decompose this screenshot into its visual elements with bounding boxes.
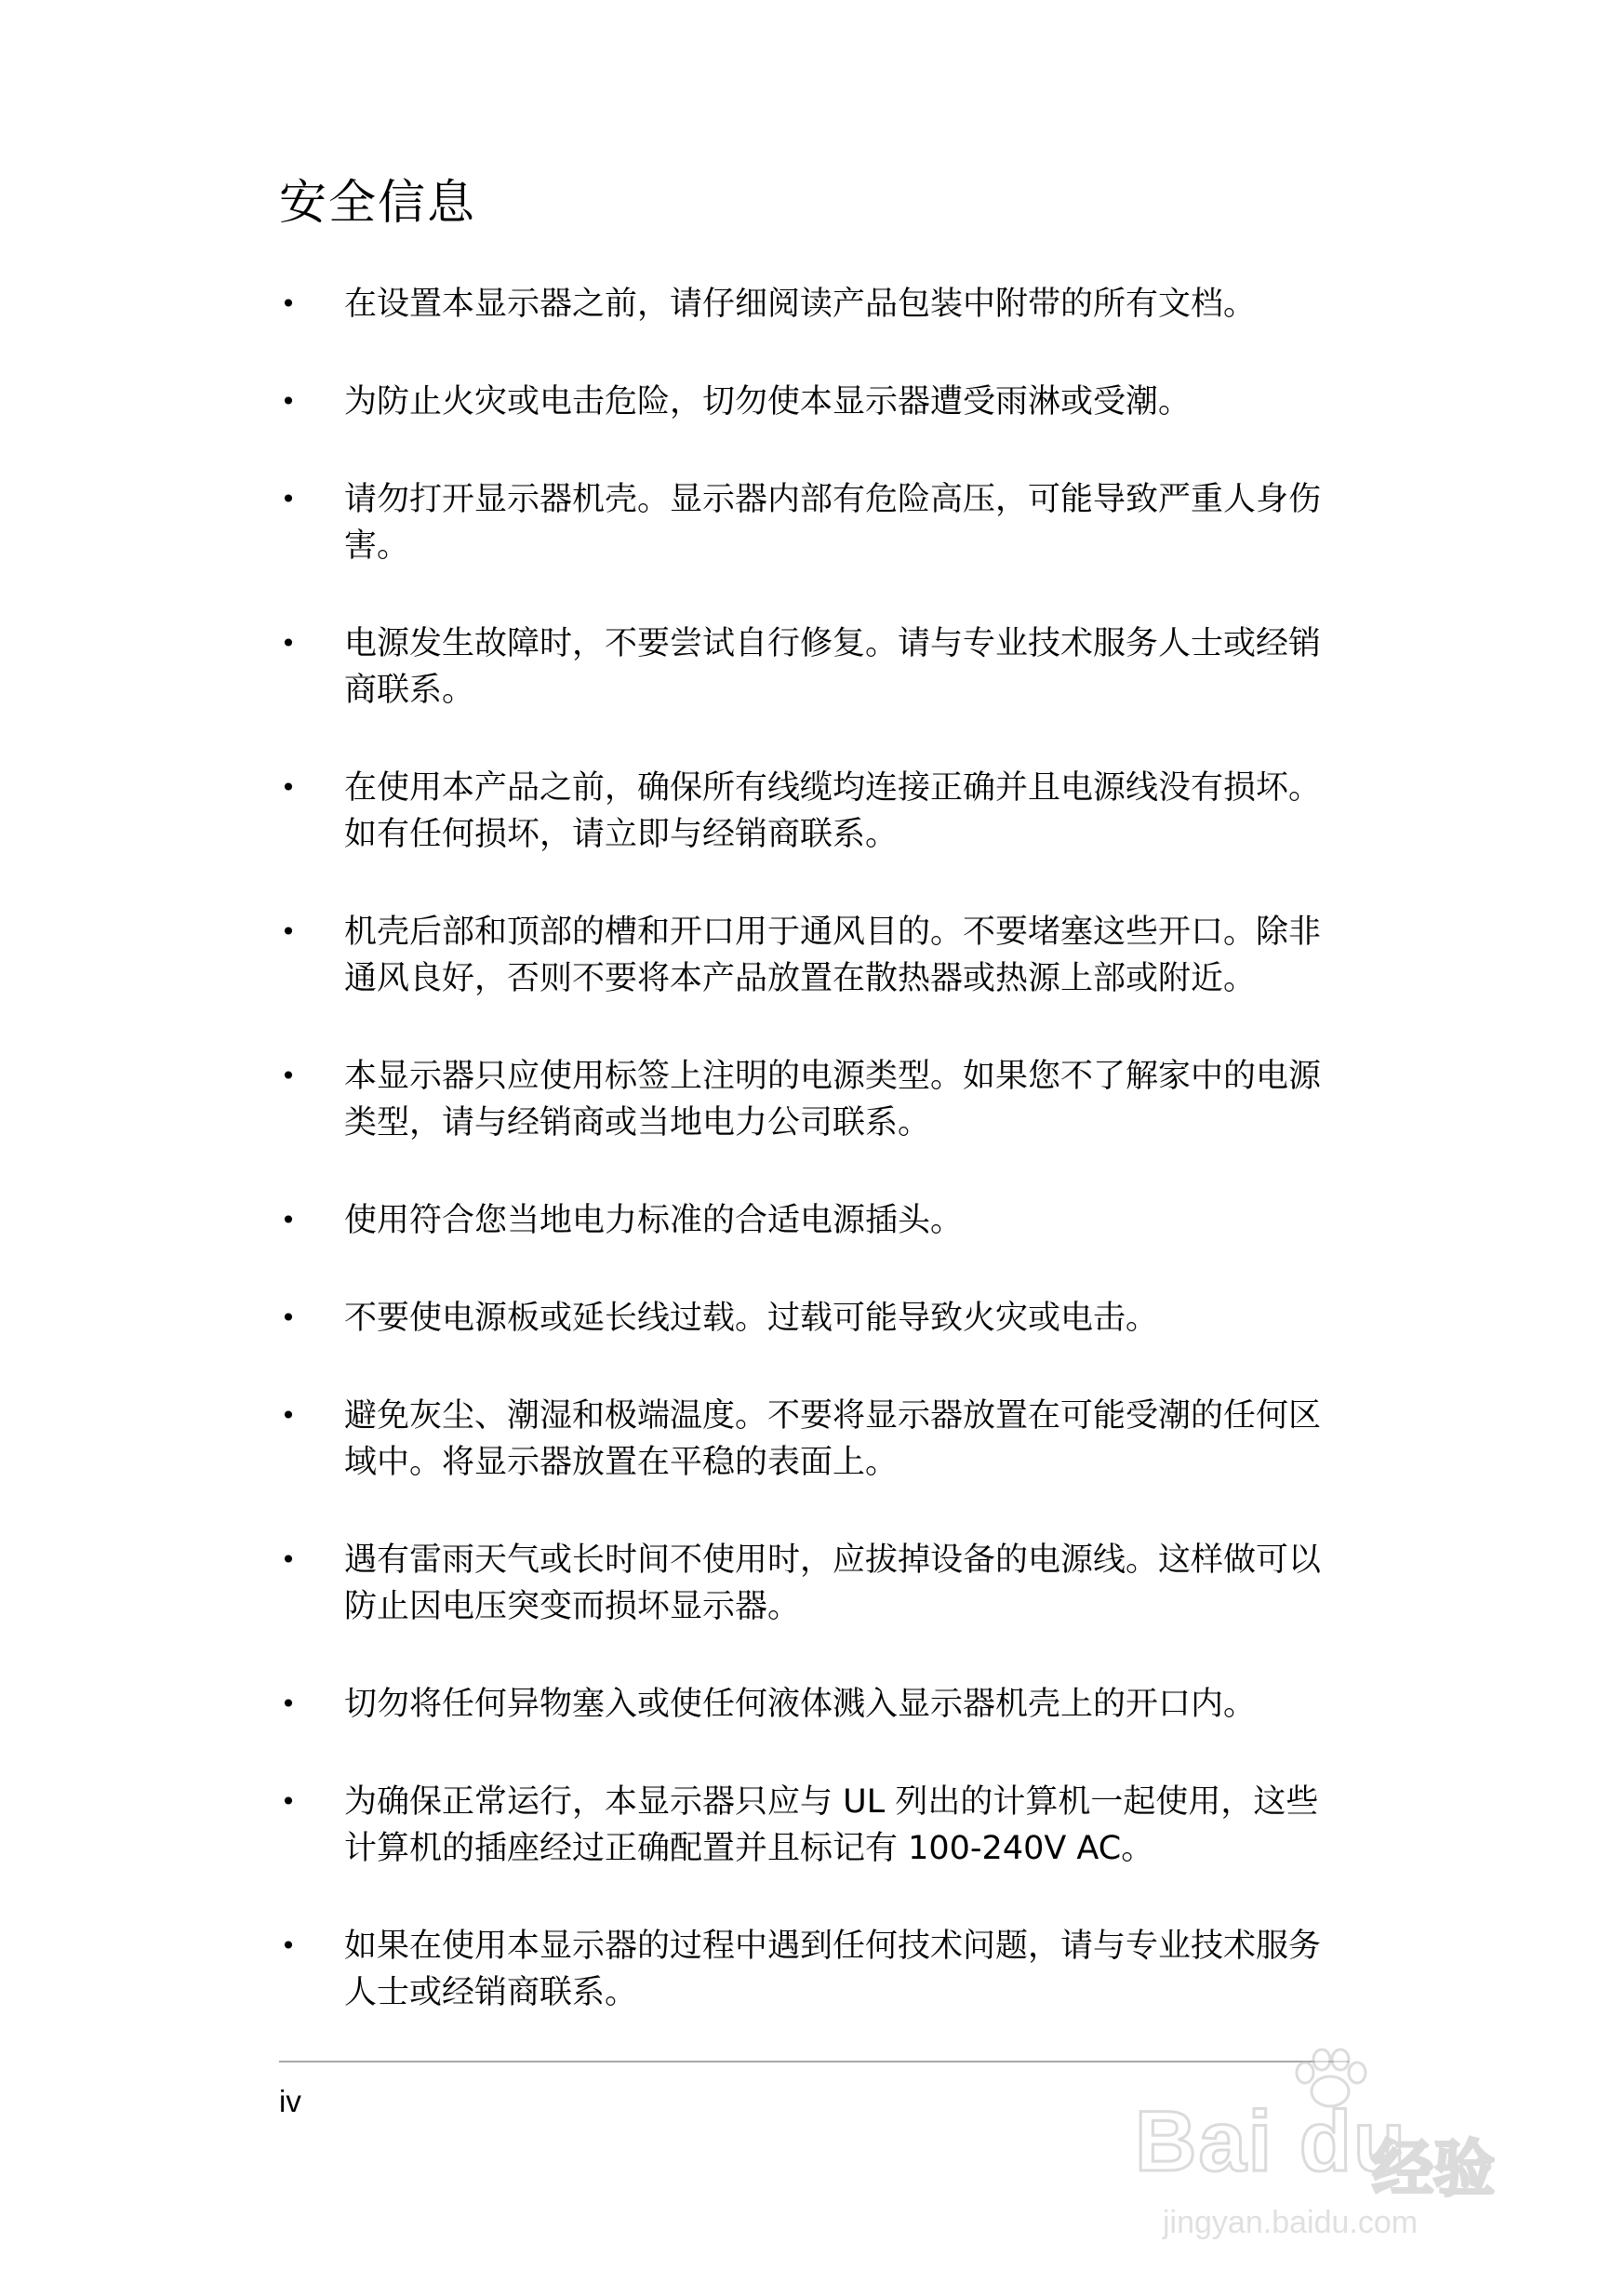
list-item <box>279 1779 1349 1872</box>
list-item-text: 切勿将任何异物塞入或使任何液体溅入显示器机壳上的开口内。 <box>344 1686 1257 1723</box>
bullet-icon: • <box>280 1400 297 1431</box>
bullet-icon: • <box>280 484 297 514</box>
watermark-logo <box>1135 2047 1525 2251</box>
bullet-icon: • <box>280 772 297 803</box>
list-item-text: 在使用本产品之前，确保所有线缆均连接正确并且电源线没有损坏。如有任何损坏，请立即与经销商联系。 <box>344 769 1322 853</box>
bullet-icon: • <box>280 1205 297 1235</box>
list-item <box>279 1197 1349 1244</box>
bullet-icon: • <box>280 1302 297 1333</box>
list-item <box>279 476 1349 569</box>
list-item-text: 电源发生故障时，不要尝试自行修复。请与专业技术服务人士或经销商联系。 <box>344 625 1322 709</box>
list-item <box>279 909 1349 1002</box>
watermark-url: jingyan.baidu.com <box>1163 2205 1419 2240</box>
list-item-text: 不要使电源板或延长线过载。过载可能导致火灾或电击。 <box>344 1300 1159 1337</box>
list-item-text: 避免灰尘、潮湿和极端温度。不要将显示器放置在可能受潮的任何区域中。将显示器放置在平稳的表面上。 <box>344 1397 1322 1481</box>
bullet-icon: • <box>280 628 297 659</box>
list-item <box>279 1393 1349 1486</box>
list-item-text: 机壳后部和顶部的槽和开口用于通风目的。不要堵塞这些开口。除非通风良好，否则不要将本产品放置在散热器或热源上部或附近。 <box>344 914 1322 997</box>
watermark-brand: Bai du <box>1135 2094 1408 2189</box>
list-item-text: 为防止火灾或电击危险，切勿使本显示器遭受雨淋或受潮。 <box>344 383 1192 420</box>
list-item <box>279 379 1349 425</box>
watermark-cn: 经验 <box>1372 2133 1495 2205</box>
list-item-text: 遇有雷雨天气或长时间不使用时，应拔掉设备的电源线。这样做可以防止因电压突变而损坏显示器。 <box>344 1542 1322 1625</box>
bullet-icon: • <box>280 1689 297 1719</box>
bullet-icon: • <box>280 1061 297 1091</box>
list-item <box>279 1681 1349 1728</box>
bullet-icon: • <box>280 386 297 417</box>
list-item-text: 本显示器只应使用标签上注明的电源类型。如果您不了解家中的电源类型，请与经销商或当地电力公司联系。 <box>344 1058 1322 1141</box>
list-item <box>279 1537 1349 1630</box>
list-item <box>279 621 1349 714</box>
safety-list <box>279 281 1349 2067</box>
list-item-text: 为确保正常运行，本显示器只应与 UL 列出的计算机一起使用，这些计算机的插座经过正确配置并且标记有 100-240V AC。 <box>344 1783 1319 1867</box>
list-item-text: 请勿打开显示器机壳。显示器内部有危险高压，可能导致严重人身伤害。 <box>344 481 1322 565</box>
bullet-icon: • <box>280 916 297 947</box>
page-number: iv <box>279 2084 301 2118</box>
list-item-text: 使用符合您当地电力标准的合适电源插头。 <box>344 1202 964 1239</box>
bullet-icon: • <box>280 1930 297 1961</box>
bullet-icon: • <box>280 1544 297 1575</box>
list-item-text: 在设置本显示器之前，请仔细阅读产品包装中附带的所有文档。 <box>344 286 1257 323</box>
list-item <box>279 1295 1349 1342</box>
list-item <box>279 281 1349 327</box>
bullet-icon: • <box>280 288 297 319</box>
list-item <box>279 765 1349 858</box>
list-item <box>279 1923 1349 2016</box>
page-title: 安全信息 <box>279 176 477 231</box>
list-item-text: 如果在使用本显示器的过程中遇到任何技术问题，请与专业技术服务人士或经销商联系。 <box>344 1928 1322 2011</box>
list-item <box>279 1053 1349 1146</box>
bullet-icon: • <box>280 1786 297 1817</box>
